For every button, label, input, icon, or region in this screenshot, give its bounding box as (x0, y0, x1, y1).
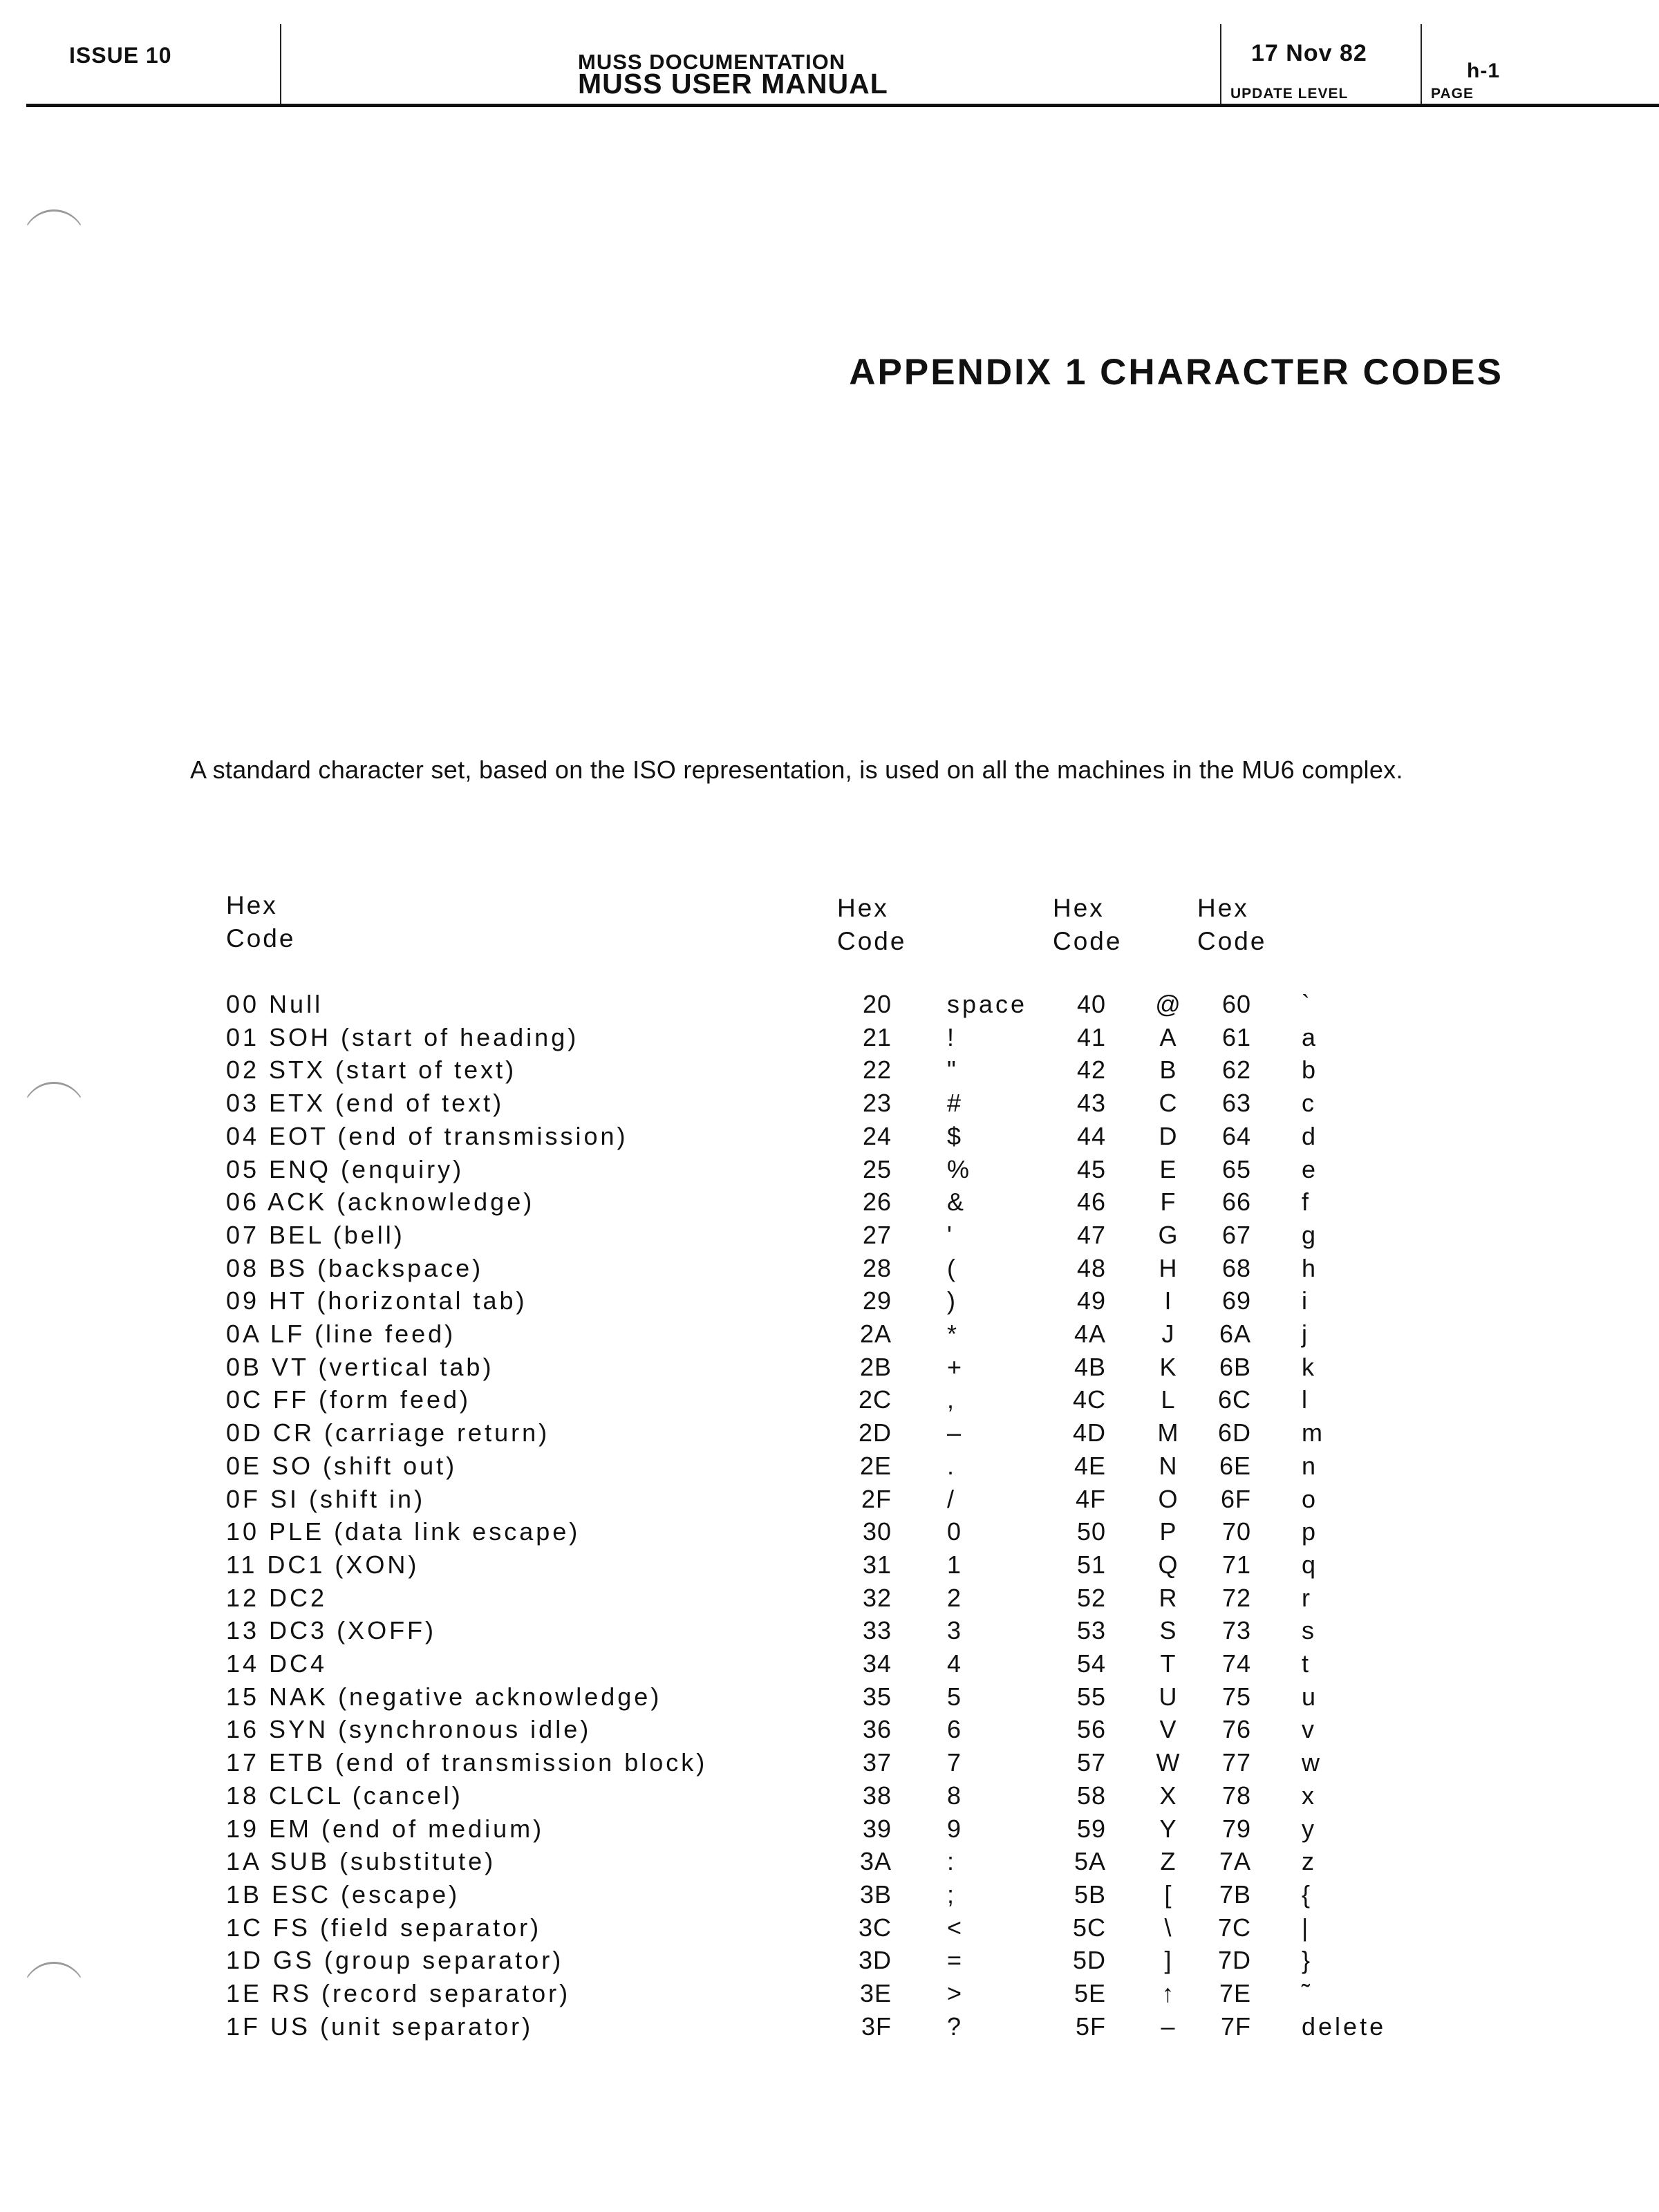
hex-code: 59 (1076, 1814, 1106, 1843)
control-code-description: 02 STX (start of text) (226, 1056, 517, 1085)
control-code-description: 19 EM (end of medium) (226, 1814, 545, 1843)
table-row (0, 990, 1659, 1023)
header-divider (1220, 24, 1221, 106)
hex-code: 40 (1076, 990, 1106, 1018)
character: M (1157, 1418, 1179, 1447)
character: Y (1159, 1814, 1177, 1843)
control-code-description: 14 DC4 (226, 1649, 328, 1678)
character: V (1159, 1715, 1177, 1744)
character: J (1161, 1320, 1175, 1348)
hex-code: 7B (1219, 1880, 1251, 1909)
control-code-description: 0C FF (form feed) (226, 1385, 471, 1414)
character: $ (947, 1121, 964, 1150)
character: x (1302, 1781, 1317, 1810)
hex-code: 4C (1072, 1385, 1106, 1414)
character: B (1159, 1056, 1177, 1085)
update-date: 17 Nov 82 (1251, 40, 1367, 66)
hex-code: 7E (1219, 1979, 1251, 2007)
hex-code: 4B (1074, 1352, 1106, 1381)
character: U (1159, 1682, 1178, 1711)
character: N (1159, 1451, 1178, 1480)
hex-code: 57 (1076, 1748, 1106, 1777)
table-row (0, 1913, 1659, 1947)
hex-code: 73 (1221, 1616, 1251, 1645)
hex-code: 2C (858, 1385, 892, 1414)
character: ? (947, 2012, 964, 2041)
character: – (947, 1418, 964, 1447)
hex-code: 55 (1076, 1682, 1106, 1711)
character: 3 (947, 1616, 964, 1645)
hex-code: 45 (1076, 1154, 1106, 1183)
character: , (947, 1385, 957, 1414)
hex-code: 36 (862, 1715, 892, 1744)
character: \ (1164, 1913, 1172, 1942)
hex-code: 7C (1217, 1913, 1251, 1942)
control-code-description: 15 NAK (negative acknowledge) (226, 1682, 662, 1711)
hex-code: 65 (1221, 1154, 1251, 1183)
header-divider (1421, 24, 1422, 106)
table-row (0, 1748, 1659, 1781)
table-row (0, 1715, 1659, 1748)
hex-code: 2A (859, 1320, 892, 1348)
hex-code: 3D (858, 1946, 892, 1975)
hex-code: 20 (862, 990, 892, 1018)
hex-code: 3B (859, 1880, 892, 1909)
character: 8 (947, 1781, 964, 1810)
character: F (1160, 1188, 1177, 1217)
hex-code: 7F (1220, 2012, 1251, 2041)
table-row (0, 1781, 1659, 1815)
hex-code: 66 (1221, 1188, 1251, 1217)
character: j (1302, 1320, 1310, 1348)
table-row (0, 1385, 1659, 1418)
hex-code: 2E (859, 1451, 892, 1480)
control-code-description: 13 DC3 (XOFF) (226, 1616, 437, 1645)
character: 4 (947, 1649, 964, 1678)
character: P (1159, 1517, 1177, 1546)
character: S (1159, 1616, 1177, 1645)
hex-code: 61 (1221, 1022, 1251, 1051)
hex-code: 5E (1074, 1979, 1106, 2007)
control-code-description: 11 DC1 (XON) (226, 1550, 420, 1579)
control-code-description: 04 EOT (end of transmission) (226, 1121, 628, 1150)
hex-code: 78 (1221, 1781, 1251, 1810)
character: C (1159, 1089, 1178, 1118)
character: > (947, 1979, 965, 2007)
character: G (1158, 1220, 1179, 1249)
hex-code: 5F (1075, 2012, 1106, 2041)
hex-code: 2D (858, 1418, 892, 1447)
hex-code: 27 (862, 1220, 892, 1249)
hex-code: 3E (859, 1979, 892, 2007)
column-header-line: Hex (226, 891, 278, 919)
update-level-label: UPDATE LEVEL (1230, 86, 1349, 102)
control-code-description: 01 SOH (start of heading) (226, 1022, 579, 1051)
character: k (1302, 1352, 1317, 1381)
hex-code: 42 (1076, 1056, 1106, 1085)
hex-code: 67 (1221, 1220, 1251, 1249)
document-series-title: MUSS DOCUMENTATION (578, 50, 846, 74)
control-code-description: 07 BEL (bell) (226, 1220, 405, 1249)
table-row (0, 2012, 1659, 2045)
hex-code: 76 (1221, 1715, 1251, 1744)
character: a (1302, 1022, 1319, 1051)
character: . (947, 1451, 957, 1480)
control-code-description: 05 ENQ (enquiry) (226, 1154, 465, 1183)
table-row (0, 1847, 1659, 1880)
hex-code: 47 (1076, 1220, 1106, 1249)
table-row (0, 1155, 1659, 1188)
hex-code: 22 (862, 1056, 892, 1085)
character: v (1302, 1715, 1317, 1744)
hex-code: 4F (1075, 1484, 1106, 1513)
hex-code: 7D (1217, 1946, 1251, 1975)
control-code-description: 18 CLCL (cancel) (226, 1781, 463, 1810)
character: < (947, 1913, 965, 1942)
character: { (1302, 1880, 1313, 1909)
table-row (0, 1649, 1659, 1683)
character: ↑ (1161, 1979, 1175, 2007)
table-row (0, 1353, 1659, 1386)
hex-code: 29 (862, 1286, 892, 1315)
character: ˜ (1302, 1979, 1313, 2007)
hex-code: 5A (1074, 1847, 1106, 1876)
character: ; (947, 1880, 957, 1909)
column-header-line: Hex (1053, 894, 1105, 922)
character: d (1302, 1121, 1319, 1150)
control-code-description: 08 BS (backspace) (226, 1253, 484, 1282)
character: } (1302, 1946, 1313, 1975)
control-code-description: 1D GS (group separator) (226, 1946, 564, 1975)
character: f (1302, 1188, 1312, 1217)
hex-code: 2B (859, 1352, 892, 1381)
hex-code: 74 (1221, 1649, 1251, 1678)
character: space (947, 990, 1028, 1018)
control-code-description: 0D CR (carriage return) (226, 1418, 550, 1447)
header-rule (26, 104, 1659, 107)
character: ! (947, 1022, 957, 1051)
character: @ (1155, 990, 1181, 1018)
character: D (1159, 1121, 1178, 1150)
table-row (0, 1221, 1659, 1254)
hex-code: 50 (1076, 1517, 1106, 1546)
character: n (1302, 1451, 1319, 1480)
character: p (1302, 1517, 1319, 1546)
hex-code: 44 (1076, 1121, 1106, 1150)
character: L (1161, 1385, 1176, 1414)
character: ) (947, 1286, 958, 1315)
character: ' (947, 1220, 955, 1249)
character: H (1159, 1253, 1178, 1282)
table-row (0, 1023, 1659, 1056)
header-divider (280, 24, 281, 106)
control-code-description: 06 ACK (acknowledge) (226, 1188, 535, 1217)
character: 0 (947, 1517, 964, 1546)
control-code-description: 1B ESC (escape) (226, 1880, 460, 1909)
column-header-line: Code (1053, 927, 1123, 955)
hex-code: 6D (1217, 1418, 1251, 1447)
character: Z (1160, 1847, 1177, 1876)
table-row (0, 1683, 1659, 1716)
table-row (0, 1089, 1659, 1122)
character: + (947, 1352, 965, 1381)
character: : (947, 1847, 957, 1876)
character: m (1302, 1418, 1325, 1447)
page-heading: APPENDIX 1 CHARACTER CODES (849, 352, 1503, 393)
character: w (1302, 1748, 1322, 1777)
hex-code: 23 (862, 1089, 892, 1118)
hex-code: 6F (1220, 1484, 1251, 1513)
control-code-description: 1C FS (field separator) (226, 1913, 542, 1942)
control-code-description: 1F US (unit separator) (226, 2012, 534, 2041)
hex-code: 75 (1221, 1682, 1251, 1711)
character: I (1164, 1286, 1172, 1315)
column-header (1197, 892, 1266, 958)
hex-code: 35 (862, 1682, 892, 1711)
control-code-description: 1E RS (record separator) (226, 1979, 571, 2007)
character: O (1158, 1484, 1179, 1513)
hex-code: 41 (1076, 1022, 1106, 1051)
hex-code: 38 (862, 1781, 892, 1810)
table-row (0, 1880, 1659, 1913)
hex-code: 6B (1219, 1352, 1251, 1381)
hex-code: 37 (862, 1748, 892, 1777)
hex-code: 26 (862, 1188, 892, 1217)
hex-code: 43 (1076, 1089, 1106, 1118)
character: ] (1164, 1946, 1172, 1975)
hex-code: 3C (858, 1913, 892, 1942)
hex-code: 3A (859, 1847, 892, 1876)
hex-code: 3F (861, 2012, 892, 2041)
hex-code: 28 (862, 1253, 892, 1282)
table-row (0, 1550, 1659, 1584)
column-header-line: Code (837, 927, 907, 955)
control-code-description: 09 HT (horizontal tab) (226, 1286, 527, 1315)
column-header (837, 892, 906, 958)
character: % (947, 1154, 973, 1183)
character: – (1161, 2012, 1176, 2041)
hex-code: 5C (1072, 1913, 1106, 1942)
control-code-description: 17 ETB (end of transmission block) (226, 1748, 708, 1777)
hex-code: 31 (862, 1550, 892, 1579)
hex-code: 56 (1076, 1715, 1106, 1744)
table-row (0, 1815, 1659, 1848)
character: 2 (947, 1583, 964, 1612)
hex-code: 53 (1076, 1616, 1106, 1645)
hex-code: 4A (1074, 1320, 1106, 1348)
hex-code: 5D (1072, 1946, 1106, 1975)
table-row (0, 1979, 1659, 2012)
control-code-description: 0B VT (vertical tab) (226, 1352, 494, 1381)
character: l (1302, 1385, 1310, 1414)
character: ` (1302, 990, 1313, 1018)
table-row (0, 1584, 1659, 1617)
column-header (226, 889, 295, 955)
hex-code: 51 (1076, 1550, 1106, 1579)
hex-code: 69 (1221, 1286, 1251, 1315)
character: # (947, 1089, 964, 1118)
table-row (0, 1286, 1659, 1320)
hex-code: 4E (1074, 1451, 1106, 1480)
issue-number: ISSUE 10 (69, 43, 172, 68)
hex-code: 71 (1221, 1550, 1251, 1579)
manual-title: MUSS USER MANUAL (578, 68, 888, 100)
control-code-description: 0F SI (shift in) (226, 1484, 426, 1513)
control-code-description: 0E SO (shift out) (226, 1451, 458, 1480)
character: ( (947, 1253, 958, 1282)
hex-code: 63 (1221, 1089, 1251, 1118)
character: K (1159, 1352, 1177, 1381)
character: [ (1164, 1880, 1172, 1909)
character: r (1302, 1583, 1313, 1612)
hex-code: 77 (1221, 1748, 1251, 1777)
hex-code: 62 (1221, 1056, 1251, 1085)
column-header-line: Code (1197, 927, 1267, 955)
character: A (1159, 1022, 1177, 1051)
character: e (1302, 1154, 1319, 1183)
table-row (0, 1254, 1659, 1287)
character: 1 (947, 1550, 964, 1579)
table-row (0, 1056, 1659, 1089)
hex-code: 6C (1217, 1385, 1251, 1414)
character: i (1302, 1286, 1310, 1315)
character: X (1159, 1781, 1177, 1810)
hex-code: 72 (1221, 1583, 1251, 1612)
punch-hole-mark (22, 209, 86, 274)
character: 9 (947, 1814, 964, 1843)
character: R (1159, 1583, 1178, 1612)
character: T (1160, 1649, 1177, 1678)
hex-code: 5B (1074, 1880, 1106, 1909)
character: h (1302, 1253, 1319, 1282)
hex-code: 49 (1076, 1286, 1106, 1315)
character: 6 (947, 1715, 964, 1744)
control-code-description: 1A SUB (substitute) (226, 1847, 496, 1876)
character: o (1302, 1484, 1319, 1513)
character: s (1302, 1616, 1317, 1645)
table-row (0, 1616, 1659, 1649)
control-code-description: 10 PLE (data link escape) (226, 1517, 581, 1546)
character: z (1302, 1847, 1317, 1876)
table-row (0, 1517, 1659, 1550)
character: " (947, 1056, 959, 1085)
hex-code: 46 (1076, 1188, 1106, 1217)
column-header-line: Hex (837, 894, 889, 922)
hex-code: 6E (1219, 1451, 1251, 1480)
character: = (947, 1946, 965, 1975)
hex-code: 4D (1072, 1418, 1106, 1447)
hex-code: 52 (1076, 1583, 1106, 1612)
character: q (1302, 1550, 1319, 1579)
control-code-description: 00 Null (226, 990, 324, 1018)
character: 5 (947, 1682, 964, 1711)
column-header-line: Hex (1197, 894, 1249, 922)
hex-code: 2F (861, 1484, 892, 1513)
control-code-description: 12 DC2 (226, 1583, 328, 1612)
table-row (0, 1946, 1659, 1979)
character: E (1159, 1154, 1177, 1183)
hex-code: 24 (862, 1121, 892, 1150)
character: c (1302, 1089, 1317, 1118)
table-row (0, 1320, 1659, 1353)
character: y (1302, 1814, 1317, 1843)
hex-code: 48 (1076, 1253, 1106, 1282)
character: | (1302, 1913, 1311, 1942)
character: W (1156, 1748, 1181, 1777)
hex-code: 54 (1076, 1649, 1106, 1678)
hex-code: 70 (1221, 1517, 1251, 1546)
hex-code: 30 (862, 1517, 892, 1546)
character: & (947, 1188, 967, 1217)
hex-code: 58 (1076, 1781, 1106, 1810)
hex-code: 34 (862, 1649, 892, 1678)
hex-code: 64 (1221, 1121, 1251, 1150)
column-header (1053, 892, 1122, 958)
table-row (0, 1452, 1659, 1485)
table-row (0, 1188, 1659, 1221)
hex-code: 79 (1221, 1814, 1251, 1843)
control-code-description: 0A LF (line feed) (226, 1320, 456, 1348)
page-number: h-1 (1467, 59, 1500, 82)
table-row (0, 1485, 1659, 1518)
character: / (947, 1484, 957, 1513)
hex-code: 68 (1221, 1253, 1251, 1282)
table-row (0, 1418, 1659, 1452)
hex-code: 33 (862, 1616, 892, 1645)
character: delete (1302, 2012, 1387, 2041)
character: u (1302, 1682, 1319, 1711)
control-code-description: 16 SYN (synchronous idle) (226, 1715, 592, 1744)
character: 7 (947, 1748, 964, 1777)
hex-code: 7A (1219, 1847, 1251, 1876)
hex-code: 6A (1219, 1320, 1251, 1348)
page-label: PAGE (1431, 86, 1474, 102)
character: g (1302, 1220, 1319, 1249)
table-row (0, 1122, 1659, 1155)
character: b (1302, 1056, 1319, 1085)
hex-code: 25 (862, 1154, 892, 1183)
intro-paragraph: A standard character set, based on the ISO representation, is used on all the machines in the MU6 complex. (190, 756, 1403, 784)
hex-code: 39 (862, 1814, 892, 1843)
character: Q (1158, 1550, 1179, 1579)
hex-code: 60 (1221, 990, 1251, 1018)
hex-code: 32 (862, 1583, 892, 1612)
column-header-line: Code (226, 924, 296, 953)
control-code-description: 03 ETX (end of text) (226, 1089, 505, 1118)
character: t (1302, 1649, 1312, 1678)
hex-code: 21 (862, 1022, 892, 1051)
character: * (947, 1320, 960, 1348)
